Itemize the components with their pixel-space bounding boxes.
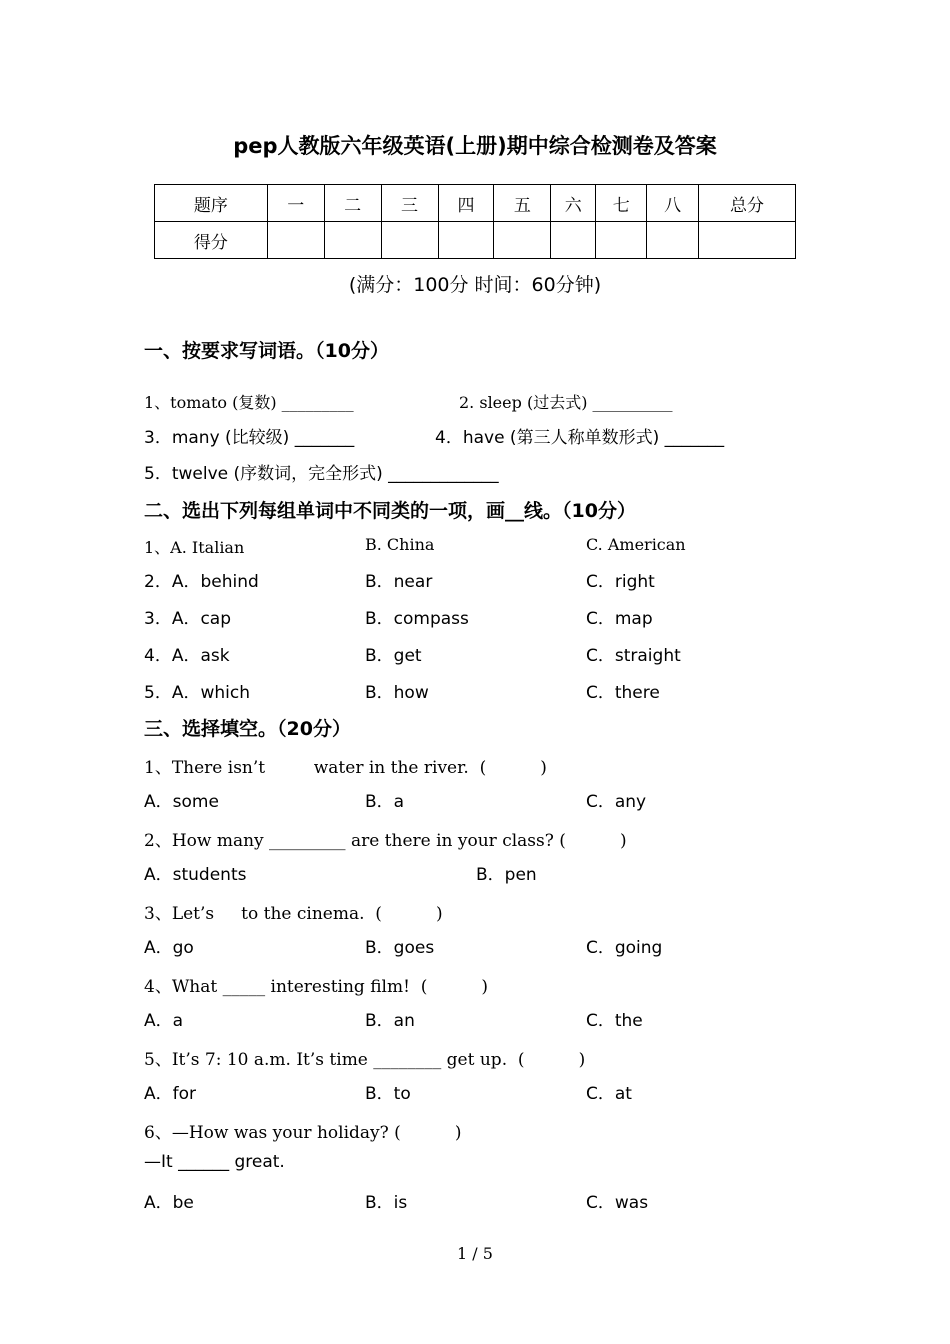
score-table-header-cell: 二 — [324, 185, 381, 222]
score-table-score-row — [155, 222, 796, 259]
section3-option: B．a — [365, 792, 405, 812]
page-number: 1 / 5 — [457, 1244, 493, 1263]
score-table-header-row — [155, 185, 796, 222]
score-table-header-cell: 总分 — [699, 185, 796, 222]
score-cell — [438, 222, 494, 259]
section3-option: B．is — [365, 1193, 408, 1213]
score-table-header-cell: 七 — [596, 185, 647, 222]
section2-option: B. China — [365, 535, 435, 554]
section2-option: C．right — [586, 572, 655, 592]
score-cell — [699, 222, 796, 259]
section2-option: 5．A．which — [144, 683, 250, 703]
section3-option: B．pen — [476, 865, 537, 885]
section1-q2: 2. sleep (过去式) __________ — [459, 393, 673, 412]
score-cell — [267, 222, 324, 259]
section3-option: B．goes — [365, 938, 435, 958]
section3-option: B．an — [365, 1011, 415, 1031]
section3-q6-line2: —It ______ great. — [144, 1152, 285, 1172]
score-cell — [551, 222, 596, 259]
section3-option: A．for — [144, 1084, 197, 1104]
section1-q4: 4．have (第三人称单数形式) _______ — [435, 428, 725, 448]
section3-option: C．was — [586, 1193, 649, 1213]
section3-q2: 2、How many _________ are there in your class? ( ) — [144, 831, 627, 851]
section2-option: B．get — [365, 646, 422, 666]
section3-q5: 5、It’s 7: 10 a.m. It’s time ________ get up. ( ) — [144, 1050, 586, 1070]
section2-option: C．map — [586, 609, 653, 629]
section3-option: A．be — [144, 1193, 194, 1213]
score-cell — [381, 222, 438, 259]
section3-option: C．at — [586, 1084, 632, 1104]
score-table-header-cell: 三 — [381, 185, 438, 222]
section2-option: C．there — [586, 683, 660, 703]
section3-option: C．any — [586, 792, 647, 812]
section2-option: B．near — [365, 572, 433, 592]
section3-q6: 6、—How was your holiday? ( ) — [144, 1123, 462, 1143]
section2-option: C．straight — [586, 646, 681, 666]
score-table-header-cell: 一 — [267, 185, 324, 222]
section1-heading: 一、按要求写词语。（10分） — [144, 340, 389, 362]
section2-heading: 二、选出下列每组单词中不同类的一项，画__线。（10分） — [144, 500, 636, 522]
exam-subtitle: (满分：100分 时间：60分钟) — [348, 274, 602, 296]
section2-option: 2．A．behind — [144, 572, 259, 592]
section1-q5: 5．twelve (序数词，完全形式) _____________ — [144, 464, 499, 484]
section2-option: B．compass — [365, 609, 469, 629]
section3-option: A．a — [144, 1011, 184, 1031]
section2-option: C. American — [586, 535, 686, 554]
section3-heading: 三、选择填空。（20分） — [144, 718, 351, 740]
section3-q4: 4、What _____ interesting film! ( ) — [144, 977, 489, 997]
section3-option: C．the — [586, 1011, 643, 1031]
section1-q1: 1、tomato (复数) _________ — [144, 393, 354, 412]
section2-option: 1、A. Italian — [144, 538, 245, 557]
score-row-label: 得分 — [155, 222, 268, 259]
section2-option: B．how — [365, 683, 429, 703]
section3-q1: 1、There isn’t water in the river. ( ) — [144, 758, 547, 778]
score-cell — [596, 222, 647, 259]
section3-option: B．to — [365, 1084, 411, 1104]
score-table-header-cell: 八 — [647, 185, 699, 222]
score-cell — [647, 222, 699, 259]
section3-option: A．some — [144, 792, 219, 812]
score-table-header-cell: 六 — [551, 185, 596, 222]
score-cell — [494, 222, 551, 259]
score-cell — [324, 222, 381, 259]
document-title: pep人教版六年级英语(上册)期中综合检测卷及答案 — [233, 134, 717, 158]
section1-q3: 3．many (比较级) _______ — [144, 428, 355, 448]
section3-q3: 3、Let’s to the cinema. ( ) — [144, 904, 443, 924]
score-table-header-cell: 四 — [438, 185, 494, 222]
section2-option: 3．A．cap — [144, 609, 232, 629]
section2-option: 4．A．ask — [144, 646, 230, 666]
section3-option: A．go — [144, 938, 194, 958]
score-table — [154, 184, 796, 259]
section3-option: A．students — [144, 865, 247, 885]
section3-option: C．going — [586, 938, 663, 958]
score-table-header-cell: 题序 — [155, 185, 268, 222]
score-table-header-cell: 五 — [494, 185, 551, 222]
